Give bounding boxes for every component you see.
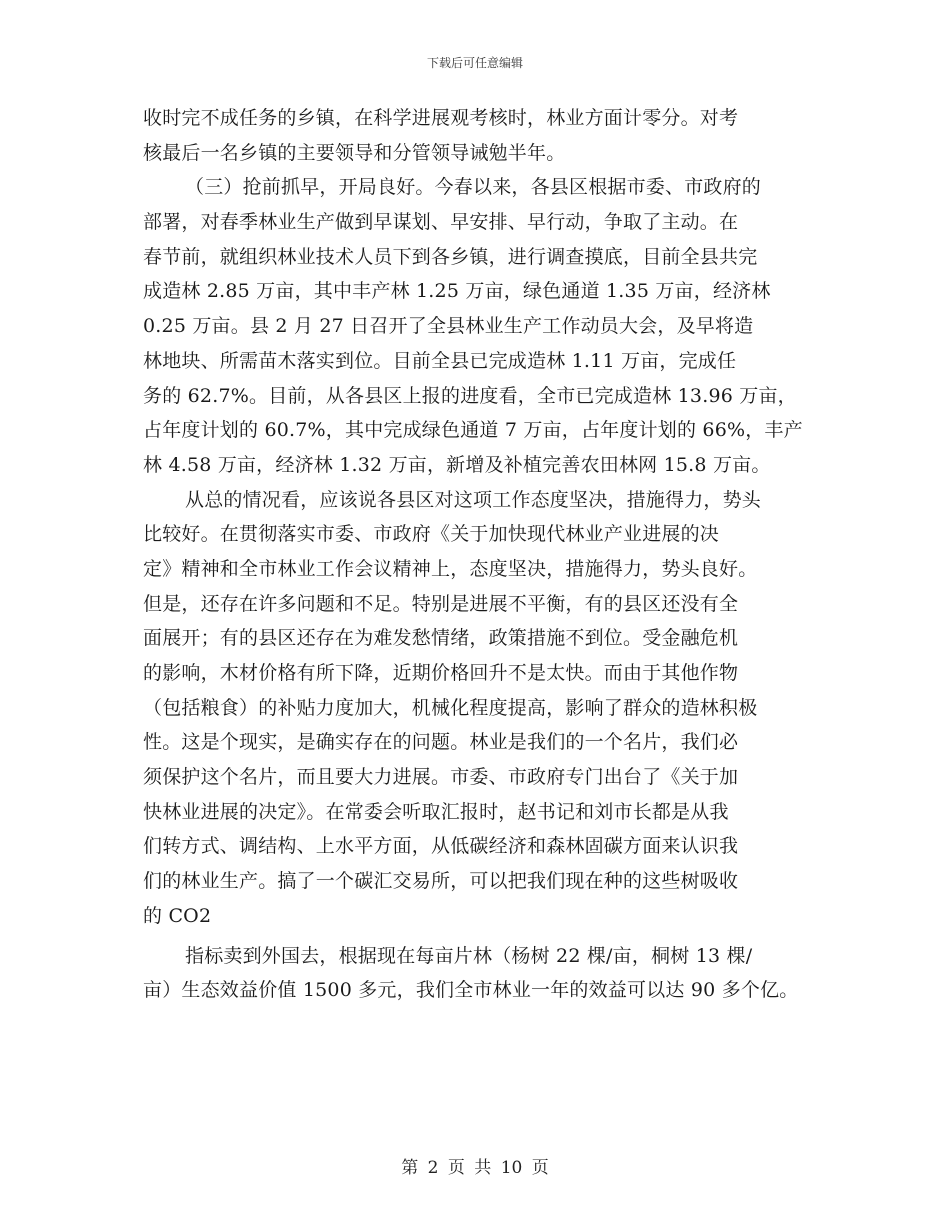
paragraph-start-line: 指标卖到外国去，根据现在每亩片林（杨树 22 棵/亩，桐树 13 棵/ [185, 944, 753, 967]
text-line: 部署，对春季林业生产做到早谋划、早安排、早行动，争取了主动。在 [143, 211, 739, 234]
text-line: 核最后一名乡镇的主要领导和分管领导诫勉半年。 [143, 141, 566, 164]
text-line: 定》精神和全市林业工作会议精神上，态度坚决，措施得力，势头良好。 [143, 557, 758, 580]
page-header: 下载后可任意编辑 [426, 56, 523, 70]
text-line: 林 4.58 万亩，经济林 1.32 万亩，新增及补植完善农田林网 15.8 万亩。 [143, 453, 771, 476]
text-line: 0.25 万亩。县 2 月 27 日召开了全县林业生产工作动员大会，及早将造 [143, 315, 754, 338]
text-line: 但是，还存在许多问题和不足。特别是进展不平衡，有的县区还没有全 [143, 592, 739, 615]
text-line: 快林业进展的决定》。在常委会听取汇报时，赵书记和刘市长都是从我 [143, 800, 729, 823]
text-line: 收时完不成任务的乡镇，在科学进展观考核时，林业方面计零分。对考 [143, 107, 739, 129]
text-line: 的影响，木材价格有所下降，近期价格回升不是太快。而由于其他作物 [143, 662, 739, 684]
document-body [143, 101, 823, 1008]
text-line: 性。这是个现实，是确实存在的问题。林业是我们的一个名片，我们必 [143, 731, 739, 754]
text-line: 须保护这个名片，而且要大力进展。市委、市政府专门出台了《关于加 [143, 766, 739, 789]
text-line: 林地块、所需苗木落实到位。目前全县已完成造林 1.11 万亩，完成任 [143, 349, 737, 372]
page-footer: 第 2 页 共 10 页 [401, 1158, 549, 1178]
text-line: 占年度计划的 60.7%，其中完成绿色通道 7 万亩，占年度计划的 66%，丰产 [143, 419, 803, 442]
text-line: 务的 62.7%。目前，从各县区上报的进度看，全市已完成造林 13.96 万亩， [143, 384, 797, 407]
text-line: 亩）生态效益价值 1500 多元，我们全市林业一年的效益可以达 90 多个亿。 [143, 979, 799, 1002]
paragraph-start-line: 从总的情况看，应该说各县区对这项工作态度坚决，措施得力，势头 [185, 488, 762, 511]
text-line: 成造林 2.85 万亩，其中丰产林 1.25 万亩，绿色通道 1.35 万亩，经济林 [143, 280, 771, 303]
text-line: 们的林业生产。搞了一个碳汇交易所，可以把我们现在种的这些树吸收 [143, 870, 739, 893]
text-line: 比较好。在贯彻落实市委、市政府《关于加快现代林业产业进展的决 [143, 523, 720, 546]
text-line: 春节前，就组织林业技术人员下到各乡镇，进行调查摸底，目前全县共完 [143, 245, 758, 268]
text-line: 的 CO2 [143, 904, 212, 927]
text-line: 面展开；有的县区还存在为难发愁情绪，政策措施不到位。受金融危机 [143, 627, 739, 650]
text-line: 们转方式、调结构、上水平方面，从低碳经济和森林固碳方面来认识我 [143, 835, 739, 858]
text-line: （包括粮食）的补贴力度加大，机械化程度提高，影响了群众的造林积极 [143, 696, 758, 719]
paragraph-start-line: （三）抢前抓早，开局良好。今春以来，各县区根据市委、市政府的 [185, 176, 762, 199]
